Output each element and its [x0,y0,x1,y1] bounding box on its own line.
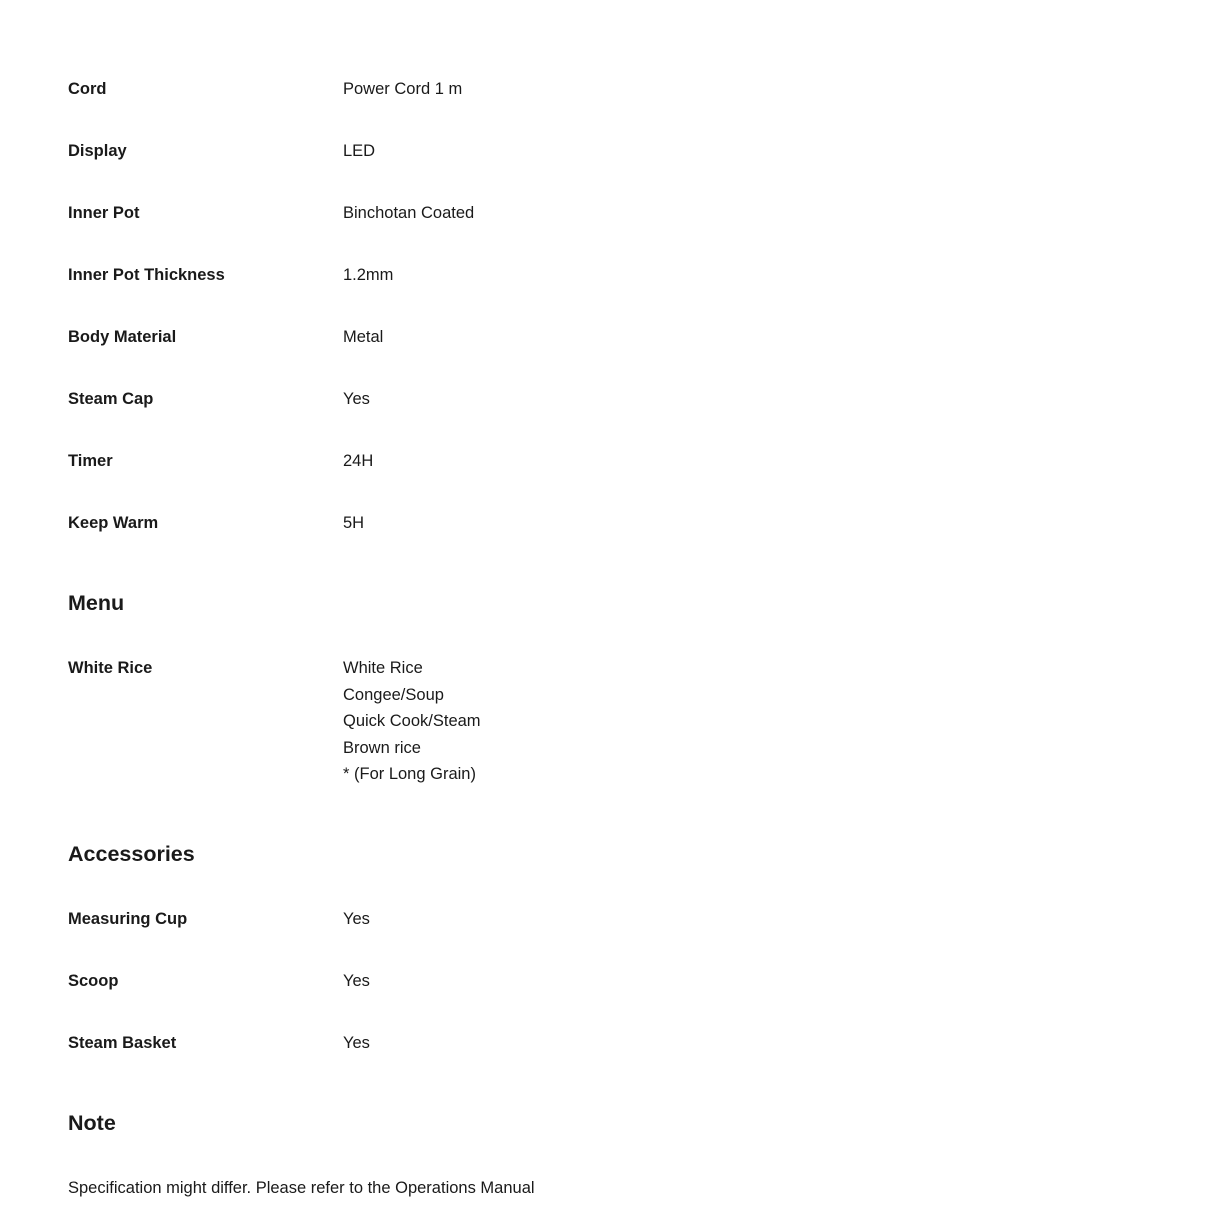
spec-label: Cord [68,80,107,98]
spec-label: Display [68,142,127,160]
spec-row-inner-pot [68,201,1148,225]
spec-value: 1.2mm [343,266,394,284]
menu-value-item: Congee/Soup [343,685,444,704]
spec-row-cord [68,77,1148,101]
spec-row-inner-pot-thickness [68,263,1148,287]
spec-value: 24H [343,452,374,470]
menu-value-item: Brown rice [343,738,421,757]
accessory-label: Scoop [68,972,119,990]
spec-label: Keep Warm [68,514,159,532]
spec-value: Power Cord 1 m [343,80,463,98]
spec-value: 5H [343,514,365,532]
spec-label: Body Material [68,328,177,346]
accessories-heading: Accessories [68,842,195,866]
spec-label: Inner Pot Thickness [68,266,225,284]
accessory-row-scoop [68,969,1148,993]
accessory-value: Yes [343,910,370,928]
accessory-row-steam-basket [68,1031,1148,1055]
spec-value: Metal [343,328,384,346]
menu-label: White Rice [68,659,153,677]
menu-row [68,656,1148,796]
spec-label: Inner Pot [68,204,140,222]
note-heading: Note [68,1111,116,1135]
menu-values [343,655,481,788]
accessory-value: Yes [343,1034,370,1052]
spec-row-timer [68,449,1148,473]
note-text: Specification might differ. Please refer to the Operations Manual [68,1179,535,1197]
spec-row-display [68,139,1148,163]
accessory-row-measuring-cup [68,907,1148,931]
menu-value-item: * (For Long Grain) [343,765,476,783]
accessory-label: Measuring Cup [68,910,188,928]
spec-row-keep-warm [68,511,1148,535]
spec-value: Binchotan Coated [343,204,475,222]
spec-row-steam-cap [68,387,1148,411]
accessory-value: Yes [343,972,370,990]
menu-value-item: Quick Cook/Steam [343,712,481,730]
spec-row-body-material [68,325,1148,349]
menu-value-item: White Rice [343,659,423,677]
spec-label: Timer [68,452,113,470]
accessory-label: Steam Basket [68,1034,177,1052]
spec-label: Steam Cap [68,390,154,408]
spec-value: Yes [343,390,370,408]
menu-heading: Menu [68,591,125,615]
spec-value: LED [343,142,376,160]
